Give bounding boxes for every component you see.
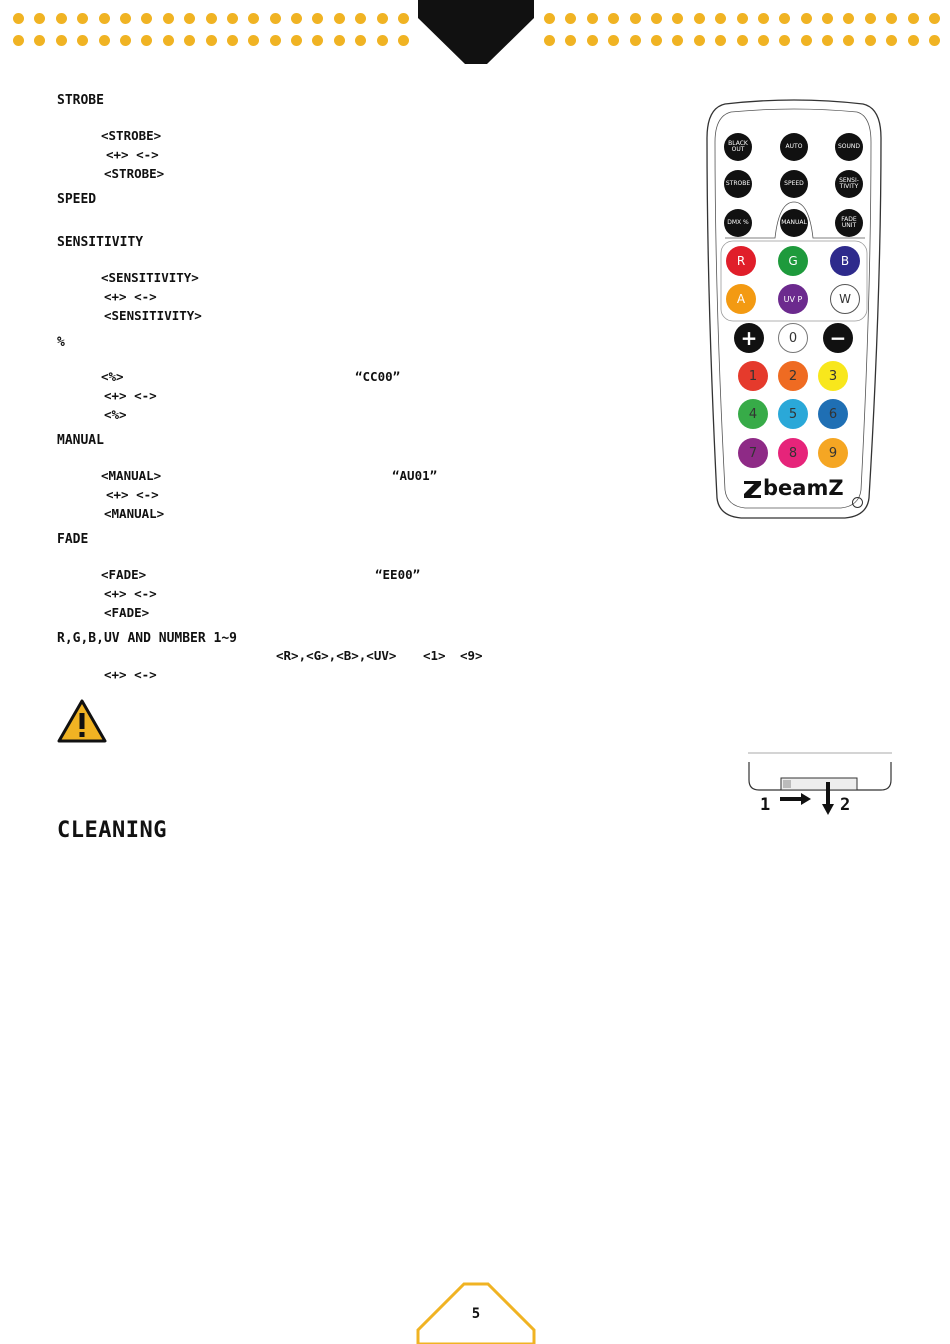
remote-number-6-button[interactable] <box>818 399 848 429</box>
remote-button-label: 6 <box>828 406 838 422</box>
header-dot <box>843 35 854 46</box>
header-dot <box>886 13 897 24</box>
header-dot <box>715 35 726 46</box>
remote-minus-button[interactable] <box>823 323 853 353</box>
header-dot <box>908 35 919 46</box>
header-dot <box>822 13 833 24</box>
remote-number-4-button[interactable] <box>738 399 768 429</box>
header-dot <box>355 13 366 24</box>
header-dot <box>312 35 323 46</box>
remote-number-7-button[interactable] <box>738 438 768 468</box>
section-title-cleaning: CLEANING <box>57 818 167 843</box>
header-dot <box>34 35 45 46</box>
remote-blackout-button[interactable] <box>724 133 752 161</box>
remote-number-9-button[interactable] <box>818 438 848 468</box>
header-dot <box>13 35 24 46</box>
header-dot <box>865 13 876 24</box>
header-dot <box>377 35 388 46</box>
remote-button-label: 2 <box>788 368 798 384</box>
header-dot <box>758 13 769 24</box>
key-label: <1> <box>423 648 446 663</box>
key-label: <SENSITIVITY> <box>101 270 199 285</box>
header-dot <box>270 35 281 46</box>
header-dot <box>227 13 238 24</box>
section-title-strobe: STROBE <box>57 93 104 108</box>
remote-plus-button[interactable] <box>734 323 764 353</box>
header-dot <box>248 13 259 24</box>
section-title-percent: % <box>57 335 65 350</box>
key-label: <FADE> <box>104 605 150 620</box>
dot-row <box>13 35 419 46</box>
remote-control <box>705 98 883 520</box>
header-dot <box>651 13 662 24</box>
remote-button-label: B <box>840 254 850 268</box>
header-dot <box>163 13 174 24</box>
dot-row <box>13 13 419 24</box>
dot-row <box>544 13 950 24</box>
remote-button-label: 8 <box>788 445 798 461</box>
header-tab-shape <box>418 0 534 66</box>
key-label: <%> <box>104 407 127 422</box>
header-dot <box>929 35 940 46</box>
section-title-manual: MANUAL <box>57 433 104 448</box>
header-dot <box>77 13 88 24</box>
remote-button-label: 7 <box>748 445 758 461</box>
header-dot <box>608 35 619 46</box>
section-title-fade: FADE <box>57 532 89 547</box>
remote-button-label: SENSI-TIVITY <box>839 177 859 190</box>
remote-button-label: FADE UNIT <box>841 216 857 229</box>
page-number: 5 <box>471 1306 481 1322</box>
header-dot <box>737 13 748 24</box>
header-dot <box>56 35 67 46</box>
header-dot <box>227 35 238 46</box>
key-label: <SENSITIVITY> <box>104 308 202 323</box>
header-dot <box>737 35 748 46</box>
header-dot <box>377 13 388 24</box>
remote-number-8-button[interactable] <box>778 438 808 468</box>
remote-button-label: A <box>736 292 746 306</box>
header-dot <box>672 13 683 24</box>
header-dot <box>312 13 323 24</box>
remote-white-button[interactable] <box>830 284 860 314</box>
remote-button-label: SOUND <box>837 143 861 150</box>
header-dot <box>694 35 705 46</box>
remote-button-label: MANUAL <box>781 219 807 226</box>
header-dot <box>565 13 576 24</box>
header-dot <box>587 35 598 46</box>
header-dot <box>99 13 110 24</box>
remote-button-label: 5 <box>788 406 798 422</box>
key-label: <FADE> <box>101 567 147 582</box>
remote-green-button[interactable] <box>778 246 808 276</box>
header-dot <box>184 35 195 46</box>
remote-dmx-percent-button[interactable] <box>724 209 752 237</box>
key-label: <+> <-> <box>104 667 157 682</box>
display-code: “CC00” <box>355 369 401 384</box>
remote-button-label: AUTO <box>785 143 803 150</box>
key-label: <MANUAL> <box>104 506 165 521</box>
header-dot <box>270 13 281 24</box>
header-dot <box>120 35 131 46</box>
remote-fade-unit-button[interactable] <box>835 209 863 237</box>
header-dot <box>843 13 854 24</box>
warning-icon <box>57 699 107 743</box>
remote-button-label: G <box>788 254 798 268</box>
header-dot <box>565 35 576 46</box>
header-dot <box>801 13 812 24</box>
header-dot <box>630 35 641 46</box>
header-dot <box>779 13 790 24</box>
remote-number-1-button[interactable] <box>738 361 768 391</box>
header-dot <box>141 35 152 46</box>
remote-number-5-button[interactable] <box>778 399 808 429</box>
battery-step-2: 2 <box>840 795 851 815</box>
header-dot <box>184 13 195 24</box>
header-dot <box>608 13 619 24</box>
header-dot <box>206 35 217 46</box>
header-dot <box>13 13 24 24</box>
header-dot <box>651 35 662 46</box>
header-dot <box>672 35 683 46</box>
remote-sound-button[interactable] <box>835 133 863 161</box>
section-title-sensitivity: SENSITIVITY <box>57 235 144 250</box>
remote-zero-button[interactable] <box>778 323 808 353</box>
header-dot <box>141 13 152 24</box>
remote-button-label: R <box>736 254 746 268</box>
remote-button-label: DMX % <box>727 219 749 226</box>
header-dot <box>544 35 555 46</box>
remote-button-label: UV P <box>783 294 803 304</box>
header-dot <box>779 35 790 46</box>
remote-brand-logo: beamZ <box>763 476 844 500</box>
header-dot <box>587 13 598 24</box>
header-dot <box>398 13 409 24</box>
header-dot <box>822 35 833 46</box>
remote-blue-button[interactable] <box>830 246 860 276</box>
remote-speed-button[interactable] <box>780 170 808 198</box>
battery-step-1: 1 <box>760 795 771 815</box>
header-dot <box>694 13 705 24</box>
key-label: <%> <box>101 369 124 384</box>
header-dot <box>886 35 897 46</box>
key-label: <+> <-> <box>106 487 159 502</box>
beamz-logo-icon <box>743 479 763 499</box>
header-dot <box>248 35 259 46</box>
header-dot <box>715 13 726 24</box>
key-label: <R>,<G>,<B>,<UV> <box>276 648 397 663</box>
header-dot <box>758 35 769 46</box>
key-label: <+> <-> <box>104 289 157 304</box>
key-label: <+> <-> <box>106 147 159 162</box>
header-dot <box>398 35 409 46</box>
remote-ir-window <box>852 497 863 508</box>
remote-button-label: − <box>829 326 847 350</box>
header-dot <box>908 13 919 24</box>
key-label: <9> <box>460 648 483 663</box>
remote-button-label: SPEED <box>784 180 804 187</box>
remote-button-label: W <box>839 292 851 306</box>
remote-sensitivity-button[interactable] <box>835 170 863 198</box>
remote-manual-button[interactable] <box>780 209 808 237</box>
header-dot <box>355 35 366 46</box>
remote-button-label: 0 <box>788 330 798 346</box>
key-label: <MANUAL> <box>101 468 162 483</box>
header-dot <box>56 13 67 24</box>
remote-number-3-button[interactable] <box>818 361 848 391</box>
header-dot <box>99 35 110 46</box>
header-dot <box>630 13 641 24</box>
header-dot <box>929 13 940 24</box>
dot-row <box>544 35 950 46</box>
key-label: <+> <-> <box>104 586 157 601</box>
header-dot <box>544 13 555 24</box>
remote-red-button[interactable] <box>726 246 756 276</box>
section-title-rgb: R,G,B,UV AND NUMBER 1~9 <box>57 631 238 646</box>
header-dot <box>865 35 876 46</box>
section-title-speed: SPEED <box>57 192 97 207</box>
key-label: <+> <-> <box>104 388 157 403</box>
remote-auto-button[interactable] <box>780 133 808 161</box>
remote-number-2-button[interactable] <box>778 361 808 391</box>
key-label: <STROBE> <box>104 166 165 181</box>
header-dot <box>77 35 88 46</box>
header-dot <box>334 13 345 24</box>
display-code: “AU01” <box>392 468 438 483</box>
remote-button-label: STROBE <box>725 180 751 187</box>
remote-button-label: 1 <box>748 368 758 384</box>
remote-strobe-button[interactable] <box>724 170 752 198</box>
remote-button-label: 9 <box>828 445 838 461</box>
remote-button-label: BLACK OUT <box>728 140 748 153</box>
header-dot <box>801 35 812 46</box>
remote-uv-button[interactable] <box>778 284 808 314</box>
key-label: <STROBE> <box>101 128 162 143</box>
header-dot <box>34 13 45 24</box>
display-code: “EE00” <box>375 567 421 582</box>
header-dot <box>291 35 302 46</box>
header-dot <box>334 35 345 46</box>
remote-button-label: 4 <box>748 406 758 422</box>
remote-amber-button[interactable] <box>726 284 756 314</box>
header-dot <box>120 13 131 24</box>
remote-button-label: + <box>740 326 758 350</box>
header-dot <box>206 13 217 24</box>
header-dot <box>163 35 174 46</box>
header-dot <box>291 13 302 24</box>
remote-button-label: 3 <box>828 368 838 384</box>
